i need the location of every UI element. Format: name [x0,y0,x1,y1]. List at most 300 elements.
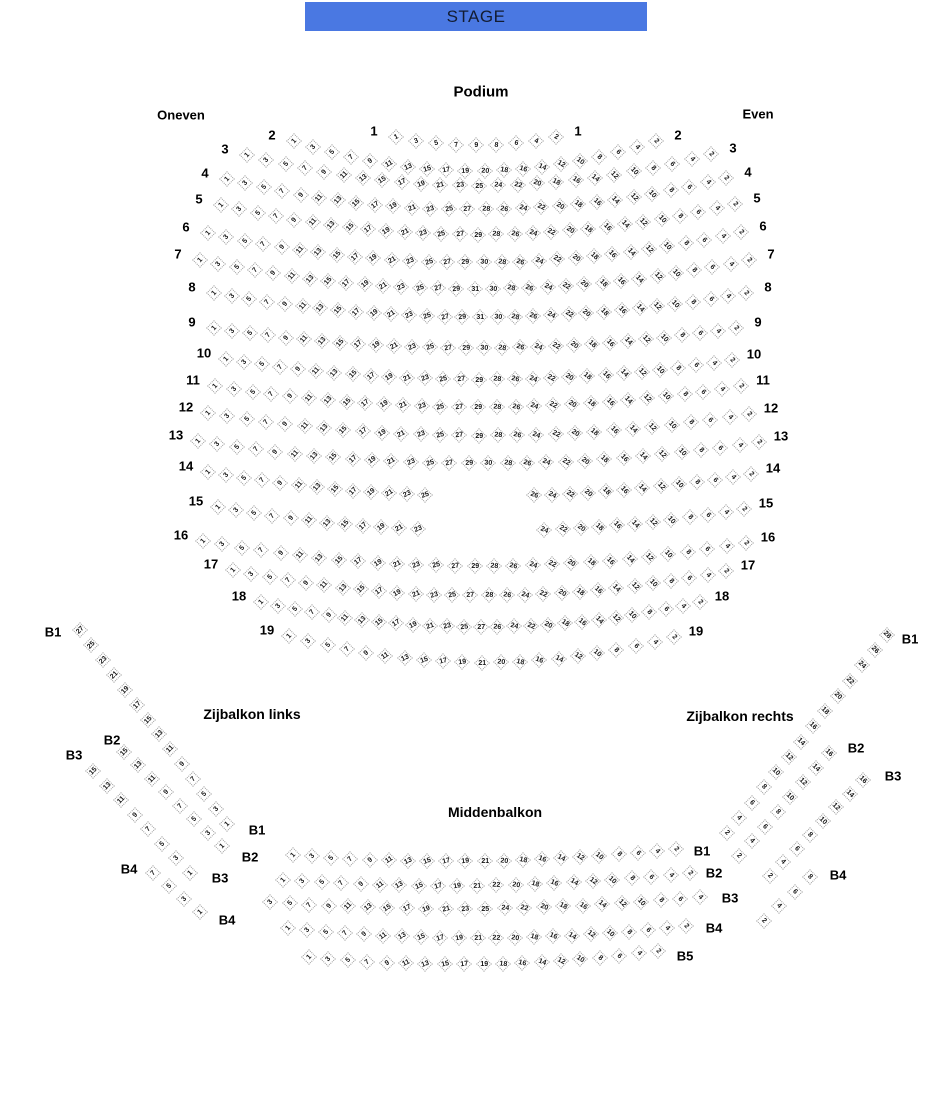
seat[interactable]: 4 [720,288,736,304]
seat[interactable]: 5 [186,811,202,827]
seat[interactable]: 8 [756,779,772,795]
seat[interactable]: 19 [378,223,394,239]
seat[interactable]: 25 [428,557,444,573]
seat[interactable]: 19 [376,396,392,412]
seat[interactable]: 5 [229,259,245,275]
seat[interactable]: 26 [489,619,505,635]
seat[interactable]: 9 [274,239,290,255]
seat[interactable]: 25 [432,399,448,415]
seat[interactable]: 3 [305,139,321,155]
seat[interactable]: 10 [604,872,620,888]
seat[interactable]: 18 [512,654,528,670]
seat[interactable]: 2 [733,378,749,394]
seat[interactable]: 1 [275,872,291,888]
seat[interactable]: 18 [527,876,543,892]
seat[interactable]: 16 [515,161,531,177]
seat[interactable]: 5 [318,924,334,940]
seat[interactable]: 2 [692,594,708,610]
seat[interactable]: 22 [549,251,565,267]
seat[interactable]: 24 [525,225,541,241]
seat[interactable]: 4 [647,634,663,650]
seat[interactable]: 18 [579,368,595,384]
seat[interactable]: 23 [399,486,415,502]
seat[interactable]: 17 [345,451,361,467]
seat[interactable]: 14 [566,874,582,890]
seat[interactable]: 7 [140,821,156,837]
seat[interactable]: 22 [523,618,539,634]
seat[interactable]: 13 [330,192,346,208]
seat[interactable]: 14 [564,928,580,944]
seat[interactable]: 16 [821,745,837,761]
seat[interactable]: 1 [182,865,198,881]
seat[interactable]: 8 [663,573,679,589]
seat[interactable]: 3 [231,201,247,217]
seat[interactable]: 28 [500,455,516,471]
seat[interactable]: 12 [795,774,811,790]
seat[interactable]: 10 [589,645,605,661]
seat[interactable]: 5 [242,325,258,341]
seat[interactable]: 24 [526,398,542,414]
seat[interactable]: 3 [262,894,278,910]
seat[interactable]: 27 [437,309,453,325]
seat[interactable]: 30 [476,254,492,270]
seat[interactable]: 23 [439,618,455,634]
seat[interactable]: 8 [624,870,640,886]
seat[interactable]: 18 [557,615,573,631]
seat[interactable]: 19 [457,163,473,179]
seat[interactable]: 24 [497,900,513,916]
seat[interactable]: 1 [207,378,223,394]
seat[interactable]: 13 [306,448,322,464]
seat[interactable]: 29 [461,455,477,471]
seat[interactable]: 17 [435,653,451,669]
seat[interactable]: 11 [301,390,317,406]
seat[interactable]: 5 [278,156,294,172]
seat[interactable]: 21 [432,177,448,193]
seat[interactable]: 15 [413,929,429,945]
seat[interactable]: 15 [330,302,346,318]
seat[interactable]: 7 [280,572,296,588]
seat[interactable]: 7 [342,851,358,867]
seat[interactable]: 9 [265,265,281,281]
seat[interactable]: 30 [485,281,501,297]
seat[interactable]: 17 [430,878,446,894]
seat[interactable]: 11 [296,331,312,347]
seat[interactable]: 7 [343,149,359,165]
seat[interactable]: 20 [554,585,570,601]
seat[interactable]: 19 [373,519,389,535]
seat[interactable]: 4 [709,200,725,216]
seat[interactable]: 16 [514,955,530,971]
seat[interactable]: 10 [572,153,588,169]
seat[interactable]: 12 [553,953,569,969]
seat[interactable]: 6 [640,922,656,938]
seat[interactable]: 27 [451,427,467,443]
seat[interactable]: 25 [477,901,493,917]
seat[interactable]: 9 [267,444,283,460]
seat[interactable]: 11 [372,877,388,893]
seat[interactable]: 15 [379,900,395,916]
seat[interactable]: 27 [452,226,468,242]
seat[interactable]: 20 [496,853,512,869]
seat[interactable]: 21 [422,618,438,634]
seat[interactable]: 16 [606,422,622,438]
seat[interactable]: 13 [360,899,376,915]
seat[interactable]: 29 [454,309,470,325]
seat[interactable]: 13 [312,300,328,316]
seat[interactable]: 27 [441,455,457,471]
seat[interactable]: 10 [591,848,607,864]
seat[interactable]: 20 [561,369,577,385]
seat[interactable]: 1 [213,197,229,213]
seat[interactable]: 12 [650,268,666,284]
seat[interactable]: 18 [495,956,511,972]
seat[interactable]: 8 [680,544,696,560]
seat[interactable]: 9 [298,575,314,591]
seat[interactable]: 2 [728,320,744,336]
seat[interactable]: 27 [462,587,478,603]
seat[interactable]: 6 [508,135,524,151]
seat[interactable]: 1 [192,252,208,268]
seat[interactable]: 13 [320,392,336,408]
seat[interactable]: 23 [403,454,419,470]
seat[interactable]: 3 [408,133,424,149]
seat[interactable]: 5 [324,144,340,160]
seat[interactable]: 17 [338,275,354,291]
seat[interactable]: 17 [350,336,366,352]
seat[interactable]: 23 [415,225,431,241]
seat[interactable]: 13 [319,515,335,531]
seat[interactable]: 18 [548,174,564,190]
seat[interactable]: 5 [340,952,356,968]
seat[interactable]: 22 [561,306,577,322]
seat[interactable]: 6 [699,541,715,557]
seat[interactable]: 15 [331,552,347,568]
seat[interactable]: 23 [457,901,473,917]
seat[interactable]: 16 [616,482,632,498]
seat[interactable]: 25 [419,308,435,324]
seat[interactable]: 8 [611,846,627,862]
seat[interactable]: 22 [555,521,571,537]
seat[interactable]: 7 [145,865,161,881]
seat[interactable]: 25 [432,427,448,443]
seat[interactable]: 13 [391,877,407,893]
seat[interactable]: 18 [580,221,596,237]
seat[interactable]: 3 [243,566,259,582]
seat[interactable]: 20 [536,899,552,915]
seat[interactable]: 2 [548,129,564,145]
seat[interactable]: 4 [629,139,645,155]
seat[interactable]: 10 [671,476,687,492]
seat[interactable]: 22 [548,338,564,354]
seat[interactable]: 11 [337,610,353,626]
seat[interactable]: 29 [458,340,474,356]
seat[interactable]: 11 [316,577,332,593]
seat[interactable]: 19 [365,250,381,266]
seat[interactable]: 29 [448,281,464,297]
seat[interactable]: 6 [664,156,680,172]
seat[interactable]: 19 [449,878,465,894]
seat[interactable]: 15 [327,481,343,497]
seat[interactable]: 20 [573,520,589,536]
seat[interactable]: 8 [488,137,504,153]
seat[interactable]: 21 [477,853,493,869]
seat[interactable]: 18 [596,451,612,467]
seat[interactable]: 3 [168,850,184,866]
seat[interactable]: 28 [507,309,523,325]
seat[interactable]: 24 [517,587,533,603]
seat[interactable]: 8 [641,604,657,620]
seat[interactable]: 3 [320,951,336,967]
seat[interactable]: 4 [649,843,665,859]
seat[interactable]: 21 [470,930,486,946]
seat[interactable]: 4 [700,174,716,190]
seat[interactable]: 4 [718,504,734,520]
seat[interactable]: 26 [512,339,528,355]
seat[interactable]: 7 [248,441,264,457]
seat[interactable]: 28 [478,201,494,217]
seat[interactable]: 26 [505,558,521,574]
seat[interactable]: 2 [718,563,734,579]
seat[interactable]: 10 [602,925,618,941]
seat[interactable]: 5 [161,878,177,894]
seat[interactable]: 6 [610,144,626,160]
seat[interactable]: 6 [611,948,627,964]
seat[interactable]: 6 [695,384,711,400]
seat[interactable]: 9 [286,212,302,228]
seat[interactable]: 22 [558,278,574,294]
seat[interactable]: 8 [802,869,818,885]
seat[interactable]: 14 [594,896,610,912]
seat[interactable]: 6 [658,601,674,617]
seat[interactable]: 3 [224,323,240,339]
seat[interactable]: 15 [85,763,101,779]
seat[interactable]: 12 [634,364,650,380]
seat[interactable]: 16 [855,772,871,788]
seat[interactable]: 4 [714,381,730,397]
seat[interactable]: 12 [644,419,660,435]
seat[interactable]: 14 [616,365,632,381]
seat[interactable]: 14 [842,786,858,802]
seat[interactable]: 2 [741,252,757,268]
seat[interactable]: 16 [616,450,632,466]
seat[interactable]: 24 [506,618,522,634]
seat[interactable]: 7 [274,183,290,199]
seat[interactable]: 5 [287,601,303,617]
seat[interactable]: 10 [633,894,649,910]
seat[interactable]: 6 [712,440,728,456]
seat[interactable]: 17 [350,553,366,569]
seat[interactable]: 5 [250,205,266,221]
seat[interactable]: 25 [435,371,451,387]
seat[interactable]: 11 [162,741,178,757]
seat[interactable]: 12 [653,478,669,494]
seat[interactable]: 18 [595,275,611,291]
seat[interactable]: 4 [528,133,544,149]
seat[interactable]: 5 [282,895,298,911]
seat[interactable]: 8 [591,149,607,165]
seat[interactable]: 6 [643,869,659,885]
seat[interactable]: 26 [512,254,528,270]
seat[interactable]: 29 [470,399,486,415]
seat[interactable]: 16 [590,582,606,598]
seat[interactable]: 10 [660,546,676,562]
seat[interactable]: 7 [333,875,349,891]
seat[interactable]: 5 [196,786,212,802]
seat[interactable]: 4 [715,228,731,244]
seat[interactable]: 21 [438,901,454,917]
seat[interactable]: 13 [309,479,325,495]
seat[interactable]: 5 [256,179,272,195]
seat[interactable]: 23 [410,521,426,537]
seat[interactable]: 8 [670,360,686,376]
seat[interactable]: 19 [363,484,379,500]
seat[interactable]: 27 [447,558,463,574]
seat[interactable]: 20 [578,305,594,321]
seat[interactable]: 26 [496,201,512,217]
seat[interactable]: 7 [339,641,355,657]
seat[interactable]: 7 [268,208,284,224]
seat[interactable]: 14 [534,159,550,175]
seat[interactable]: 1 [388,129,404,145]
seat[interactable]: 11 [305,214,321,230]
seat[interactable]: 1 [218,351,234,367]
seat[interactable]: 10 [656,330,672,346]
seat[interactable]: 22 [543,370,559,386]
seat[interactable]: 7 [185,771,201,787]
seat[interactable]: 22 [488,930,504,946]
seat[interactable]: 1 [200,405,216,421]
seat[interactable]: 27 [430,280,446,296]
seat[interactable]: 9 [379,955,395,971]
seat[interactable]: 25 [444,587,460,603]
seat[interactable]: 16 [598,367,614,383]
seat[interactable]: 10 [645,575,661,591]
seat[interactable]: 13 [397,650,413,666]
seat[interactable]: 3 [218,229,234,245]
seat[interactable]: 22 [533,199,549,215]
seat[interactable]: 7 [359,954,375,970]
seat[interactable]: 6 [703,291,719,307]
seat[interactable]: 23 [393,279,409,295]
seat[interactable]: 16 [589,194,605,210]
seat[interactable]: 19 [451,930,467,946]
seat[interactable]: 14 [620,392,636,408]
seat[interactable]: 18 [591,519,607,535]
seat[interactable]: 15 [345,366,361,382]
seat[interactable]: 5 [236,470,252,486]
seat[interactable]: 17 [360,221,376,237]
seat[interactable]: 6 [630,845,646,861]
seat[interactable]: 20 [563,555,579,571]
seat[interactable]: 6 [681,570,697,586]
seat[interactable]: 7 [254,472,270,488]
seat[interactable]: 13 [400,853,416,869]
seat[interactable]: 15 [411,878,427,894]
seat[interactable]: 2 [751,434,767,450]
seat[interactable]: 5 [254,356,270,372]
seat[interactable]: 27 [473,619,489,635]
seat[interactable]: 28 [486,558,502,574]
seat[interactable]: 13 [417,956,433,972]
seat[interactable]: 14 [620,333,636,349]
seat[interactable]: 14 [808,760,824,776]
seat[interactable]: 21 [383,306,399,322]
seat[interactable]: 4 [659,920,675,936]
seat[interactable]: 20 [507,930,523,946]
seat[interactable]: 24 [528,427,544,443]
seat[interactable]: 7 [264,508,280,524]
seat[interactable]: 14 [631,271,647,287]
seat[interactable]: 3 [226,381,242,397]
seat[interactable]: 11 [284,268,300,284]
seat[interactable]: 15 [353,581,369,597]
seat[interactable]: 24 [531,253,547,269]
seat[interactable]: 9 [362,153,378,169]
seat[interactable]: 3 [224,288,240,304]
seat[interactable]: 7 [172,798,188,814]
seat[interactable]: 2 [756,913,772,929]
seat[interactable]: 13 [400,159,416,175]
seat[interactable]: 8 [608,642,624,658]
seat[interactable]: 20 [508,877,524,893]
seat[interactable]: 3 [218,467,234,483]
seat[interactable]: 20 [477,163,493,179]
seat[interactable]: 19 [357,276,373,292]
seat[interactable]: 13 [311,550,327,566]
seat[interactable]: 18 [526,929,542,945]
seat[interactable]: 9 [316,164,332,180]
seat[interactable]: 28 [490,427,506,443]
seat[interactable]: 12 [570,648,586,664]
seat[interactable]: 17 [438,162,454,178]
seat[interactable]: 5 [323,850,339,866]
seat[interactable]: 16 [574,614,590,630]
seat[interactable]: 2 [682,865,698,881]
seat[interactable]: 14 [635,448,651,464]
seat[interactable]: 15 [339,394,355,410]
seat[interactable]: 27 [440,340,456,356]
seat[interactable]: 19 [368,337,384,353]
seat[interactable]: 7 [258,414,274,430]
seat[interactable]: 30 [480,455,496,471]
seat[interactable]: 1 [195,533,211,549]
seat[interactable]: 12 [649,298,665,314]
seat[interactable]: 11 [381,156,397,172]
seat[interactable]: 24 [490,177,506,193]
seat[interactable]: 15 [337,516,353,532]
seat[interactable]: 9 [290,361,306,377]
seat[interactable]: 2 [718,170,734,186]
seat[interactable]: 18 [515,852,531,868]
seat[interactable]: 3 [270,598,286,614]
seat[interactable]: 19 [117,682,133,698]
seat[interactable]: 12 [626,189,642,205]
seat[interactable]: 10 [652,362,668,378]
seat[interactable]: 16 [602,553,618,569]
seat[interactable]: 19 [476,956,492,972]
seat[interactable]: 12 [606,167,622,183]
seat[interactable]: 16 [614,302,630,318]
seat[interactable]: 11 [292,547,308,563]
seat[interactable]: 6 [702,412,718,428]
seat[interactable]: 12 [614,895,630,911]
seat[interactable]: 23 [422,201,438,217]
seat[interactable]: 18 [496,162,512,178]
seat[interactable]: 2 [678,918,694,934]
seat[interactable]: 1 [225,562,241,578]
seat[interactable]: 29 [470,227,486,243]
